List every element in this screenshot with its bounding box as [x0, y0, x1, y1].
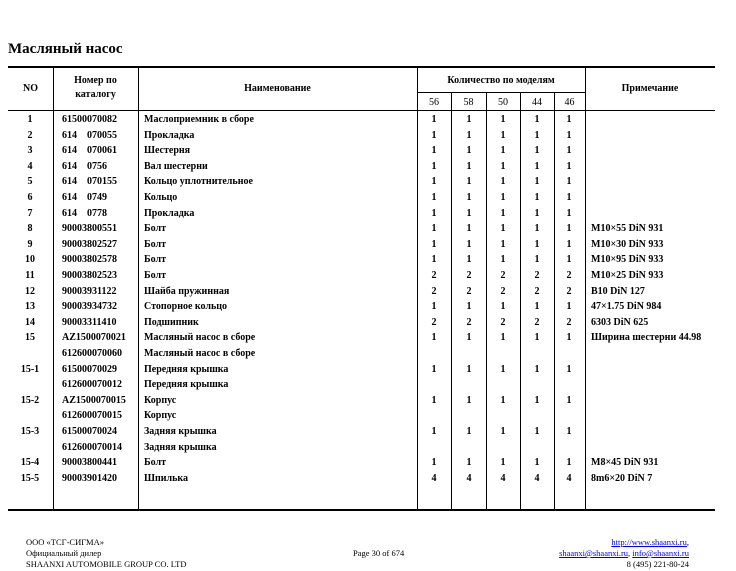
- part-name: Задняя крышка: [144, 441, 217, 453]
- footer-group: SHAANXI AUTOMOBILE GROUP CO. LTD: [26, 559, 187, 569]
- quantity-50: 2: [500, 316, 506, 328]
- quantity-56: 1: [431, 457, 437, 469]
- quantity-46: 1: [566, 160, 572, 172]
- part-name: Болт: [144, 223, 167, 235]
- quantity-46: 1: [566, 129, 572, 141]
- row-number: 9: [27, 238, 33, 250]
- quantity-44: 1: [534, 332, 540, 344]
- header-catalog-line1: Номер по: [74, 75, 117, 86]
- quantity-50: 1: [500, 332, 506, 344]
- quantity-50: 1: [500, 176, 506, 188]
- table-row: [8, 471, 715, 487]
- part-note: 8m6×20 DiN 7: [591, 472, 653, 484]
- row-number: 15-5: [20, 472, 40, 484]
- quantity-44: 1: [534, 301, 540, 313]
- catalog-number: 614 0756: [62, 160, 107, 172]
- quantity-46: 1: [566, 394, 572, 406]
- catalog-number: 90003931122: [62, 285, 117, 297]
- row-number: 4: [27, 160, 33, 172]
- table-row: [8, 221, 715, 237]
- header-model-50: 50: [498, 97, 508, 108]
- quantity-50: 1: [500, 301, 506, 313]
- row-number: 6: [27, 192, 33, 203]
- row-number: 3: [27, 145, 33, 157]
- quantity-46: 1: [566, 223, 572, 235]
- catalog-number: 61500070082: [62, 114, 117, 125]
- quantity-44: 2: [534, 316, 540, 328]
- quantity-44: 1: [534, 457, 540, 469]
- quantity-56: 1: [431, 160, 437, 172]
- quantity-56: 1: [431, 426, 437, 437]
- header-model-46: 46: [564, 97, 575, 108]
- header-qty: Количество по моделям: [447, 75, 555, 86]
- table-row: [8, 237, 715, 253]
- quantity-58: 1: [466, 145, 472, 157]
- part-note: Ширина шестерни 44.98: [591, 332, 702, 344]
- table-row: [8, 206, 715, 222]
- part-name: Прокладка: [144, 207, 195, 219]
- table-row: [8, 362, 715, 378]
- quantity-50: 2: [500, 285, 506, 297]
- table-row: [8, 440, 715, 456]
- quantity-46: 1: [566, 426, 572, 437]
- quantity-56: 1: [431, 192, 437, 203]
- quantity-50: 1: [500, 114, 506, 125]
- part-name: Болт: [144, 238, 167, 250]
- header-note: Примечание: [621, 83, 679, 94]
- quantity-58: 1: [466, 394, 472, 406]
- row-number: 5: [27, 176, 33, 188]
- part-note: M10×95 DiN 933: [591, 254, 664, 266]
- quantity-44: 1: [534, 176, 540, 188]
- catalog-number: 614 070155: [62, 176, 117, 188]
- catalog-number: AZ1500070021: [62, 332, 126, 344]
- quantity-44: 1: [534, 207, 540, 219]
- quantity-58: 1: [466, 223, 472, 235]
- part-name: Болт: [144, 254, 167, 266]
- part-name: Передняя крышка: [144, 363, 229, 375]
- part-name: Масляный насос в сборе: [144, 332, 256, 344]
- table-row: [8, 346, 715, 362]
- quantity-50: 1: [500, 426, 506, 437]
- row-number: 15-4: [20, 457, 40, 469]
- table-row: [8, 190, 715, 206]
- row-number: 11: [25, 270, 35, 281]
- table-row: [8, 315, 715, 331]
- website-link[interactable]: http://www.shaanxi.ru: [611, 537, 687, 547]
- catalog-number: 90003901420: [62, 472, 117, 484]
- quantity-58: 2: [466, 270, 472, 281]
- quantity-58: 1: [466, 207, 472, 219]
- quantity-50: 1: [500, 160, 506, 172]
- part-note: M10×55 DiN 931: [591, 223, 664, 235]
- quantity-46: 1: [566, 238, 572, 250]
- row-number: 2: [27, 129, 33, 141]
- quantity-46: 2: [566, 270, 572, 281]
- footer-right: http://www.shaanxi.ru, shaanxi@shaanxi.ru, info@shaanxi.ru 8 (495) 221-80-24: [559, 537, 689, 569]
- header-model-44: 44: [532, 97, 542, 108]
- quantity-44: 2: [534, 285, 540, 297]
- catalog-number: 90003802523: [62, 270, 117, 281]
- parts-table: [8, 66, 715, 511]
- quantity-50: 1: [500, 223, 506, 235]
- table-row: [8, 393, 715, 409]
- quantity-50: 1: [500, 394, 506, 406]
- quantity-50: 1: [500, 192, 506, 203]
- catalog-number: 90003800441: [62, 457, 117, 469]
- quantity-58: 2: [466, 316, 472, 328]
- catalog-number: AZ1500070015: [62, 394, 126, 406]
- part-note: 47×1.75 DiN 984: [591, 301, 662, 313]
- part-name: Вал шестерни: [144, 160, 208, 172]
- email-link-2[interactable]: info@shaanxi.ru: [632, 548, 689, 558]
- quantity-58: 1: [466, 332, 472, 344]
- quantity-58: 1: [466, 363, 472, 375]
- quantity-46: 1: [566, 192, 572, 203]
- row-number: 15-3: [20, 426, 40, 437]
- quantity-44: 1: [534, 254, 540, 266]
- table-row: [8, 159, 715, 175]
- table-row: [8, 143, 715, 159]
- quantity-58: 1: [466, 114, 472, 125]
- quantity-56: 1: [431, 145, 437, 157]
- part-name: Кольцо уплотнительное: [144, 176, 253, 188]
- catalog-number: 612600070060: [62, 348, 122, 359]
- quantity-46: 4: [566, 472, 572, 484]
- quantity-46: 1: [566, 207, 572, 219]
- quantity-44: 1: [534, 238, 540, 250]
- table-row: [8, 299, 715, 315]
- row-number: 8: [27, 223, 33, 235]
- quantity-50: 1: [500, 145, 506, 157]
- catalog-number: 90003802527: [62, 238, 117, 250]
- quantity-58: 1: [466, 192, 472, 203]
- quantity-46: 1: [566, 363, 572, 375]
- quantity-58: 1: [466, 160, 472, 172]
- quantity-58: 1: [466, 301, 472, 313]
- row-number: 12: [25, 285, 35, 297]
- quantity-58: 1: [466, 238, 472, 250]
- row-number: 10: [25, 254, 35, 266]
- footer-phone: 8 (495) 221-80-24: [626, 559, 689, 569]
- part-name: Стопорное кольцо: [144, 301, 228, 313]
- quantity-44: 1: [534, 426, 540, 437]
- part-note: B10 DiN 127: [591, 285, 645, 297]
- row-number: 7: [27, 207, 33, 219]
- table-row: [8, 408, 715, 424]
- catalog-number: 90003800551: [62, 223, 117, 235]
- quantity-44: 1: [534, 363, 540, 375]
- quantity-58: 1: [466, 129, 472, 141]
- quantity-56: 1: [431, 207, 437, 219]
- quantity-56: 1: [431, 301, 437, 313]
- quantity-46: 1: [566, 301, 572, 313]
- quantity-58: 1: [466, 254, 472, 266]
- quantity-44: 4: [534, 472, 540, 484]
- header-model-58: 58: [463, 97, 474, 108]
- header-catalog-line2: каталогу: [75, 89, 116, 100]
- page-title: Масляный насос: [8, 41, 123, 57]
- table-row: [8, 330, 715, 346]
- quantity-46: 1: [566, 332, 572, 344]
- table-row: [8, 128, 715, 144]
- part-note: M10×25 DiN 933: [591, 270, 664, 281]
- part-note: 6303 DiN 625: [591, 316, 649, 328]
- quantity-56: 2: [431, 285, 437, 297]
- catalog-number: 90003802578: [62, 254, 117, 266]
- part-name: Шайба пружинная: [144, 285, 230, 297]
- quantity-56: 1: [431, 363, 437, 375]
- part-name: Болт: [144, 457, 167, 469]
- row-number: 14: [25, 316, 35, 328]
- catalog-number: 612600070014: [62, 441, 122, 453]
- quantity-50: 1: [500, 363, 506, 375]
- part-name: Масляный насос в сборе: [144, 348, 256, 359]
- quantity-46: 1: [566, 176, 572, 188]
- part-name: Передняя крышка: [144, 379, 229, 391]
- quantity-50: 1: [500, 254, 506, 266]
- quantity-50: 2: [500, 270, 506, 281]
- part-note: M10×30 DiN 933: [591, 238, 664, 250]
- part-name: Шпилька: [144, 472, 189, 484]
- quantity-56: 1: [431, 223, 437, 235]
- quantity-46: 1: [566, 114, 572, 125]
- catalog-number: 612600070015: [62, 410, 122, 422]
- quantity-58: 1: [466, 457, 472, 469]
- table-row: [8, 174, 715, 190]
- part-note: M8×45 DiN 931: [591, 457, 659, 469]
- part-name: Корпус: [144, 394, 177, 406]
- email-link-1[interactable]: shaanxi@shaanxi.ru: [559, 548, 629, 558]
- quantity-56: 4: [431, 472, 437, 484]
- header-name: Наименование: [244, 83, 311, 94]
- quantity-56: 1: [431, 129, 437, 141]
- catalog-number: 612600070012: [62, 379, 122, 391]
- part-name: Маслоприемник в сборе: [144, 114, 254, 125]
- quantity-44: 1: [534, 192, 540, 203]
- header-no: NO: [23, 83, 38, 94]
- catalog-number: 61500070024: [62, 426, 117, 437]
- catalog-number: 90003934732: [62, 301, 117, 313]
- quantity-46: 1: [566, 457, 572, 469]
- part-name: Задняя крышка: [144, 426, 217, 437]
- catalog-number: 90003311410: [62, 316, 117, 328]
- quantity-56: 1: [431, 254, 437, 266]
- quantity-44: 1: [534, 114, 540, 125]
- quantity-58: 2: [466, 285, 472, 297]
- table-row: [8, 455, 715, 471]
- row-number: 13: [25, 301, 35, 313]
- table-row: [8, 284, 715, 300]
- quantity-46: 1: [566, 145, 572, 157]
- catalog-number: 61500070029: [62, 363, 117, 375]
- quantity-58: 4: [466, 472, 472, 484]
- quantity-56: 1: [431, 238, 437, 250]
- quantity-56: 2: [431, 270, 437, 281]
- quantity-46: 1: [566, 254, 572, 266]
- table-row: [8, 252, 715, 268]
- part-name: Прокладка: [144, 129, 195, 141]
- quantity-50: 1: [500, 238, 506, 250]
- footer-dealer: Официальный дилер: [26, 548, 102, 558]
- row-number: 15-1: [20, 363, 40, 375]
- quantity-56: 1: [431, 114, 437, 125]
- catalog-number: 614 070061: [62, 145, 117, 157]
- table-row: [8, 424, 715, 440]
- quantity-58: 1: [466, 426, 472, 437]
- row-number: 1: [27, 114, 33, 125]
- quantity-56: 1: [431, 394, 437, 406]
- quantity-46: 2: [566, 316, 572, 328]
- table-row: [8, 268, 715, 284]
- quantity-44: 1: [534, 129, 540, 141]
- quantity-50: 1: [500, 457, 506, 469]
- catalog-number: 614 070055: [62, 129, 117, 141]
- quantity-44: 1: [534, 160, 540, 172]
- quantity-46: 2: [566, 285, 572, 297]
- header-model-56: 56: [429, 97, 439, 108]
- table-row: [8, 112, 715, 128]
- footer-left: [26, 537, 187, 570]
- part-name: Кольцо: [144, 192, 178, 203]
- row-number: 15-2: [20, 394, 40, 406]
- part-name: Корпус: [144, 410, 177, 422]
- quantity-44: 1: [534, 223, 540, 235]
- header-catalog: [53, 74, 138, 102]
- catalog-number: 614 0749: [62, 192, 107, 203]
- quantity-50: 4: [500, 472, 506, 484]
- quantity-50: 1: [500, 129, 506, 141]
- page-number: Page 30 of 674: [353, 548, 405, 558]
- quantity-56: 1: [431, 176, 437, 188]
- quantity-44: 1: [534, 394, 540, 406]
- quantity-50: 1: [500, 207, 506, 219]
- catalog-number: 614 0778: [62, 207, 107, 219]
- part-name: Болт: [144, 270, 167, 281]
- footer-company: ООО «ТСГ-СИГМА»: [26, 537, 104, 547]
- quantity-44: 2: [534, 270, 540, 281]
- row-number: 15: [25, 332, 35, 344]
- part-name: Шестерня: [144, 145, 191, 157]
- part-name: Подшипник: [144, 316, 199, 328]
- quantity-56: 1: [431, 332, 437, 344]
- quantity-56: 2: [431, 316, 437, 328]
- quantity-58: 1: [466, 176, 472, 188]
- table-row: [8, 377, 715, 393]
- quantity-44: 1: [534, 145, 540, 157]
